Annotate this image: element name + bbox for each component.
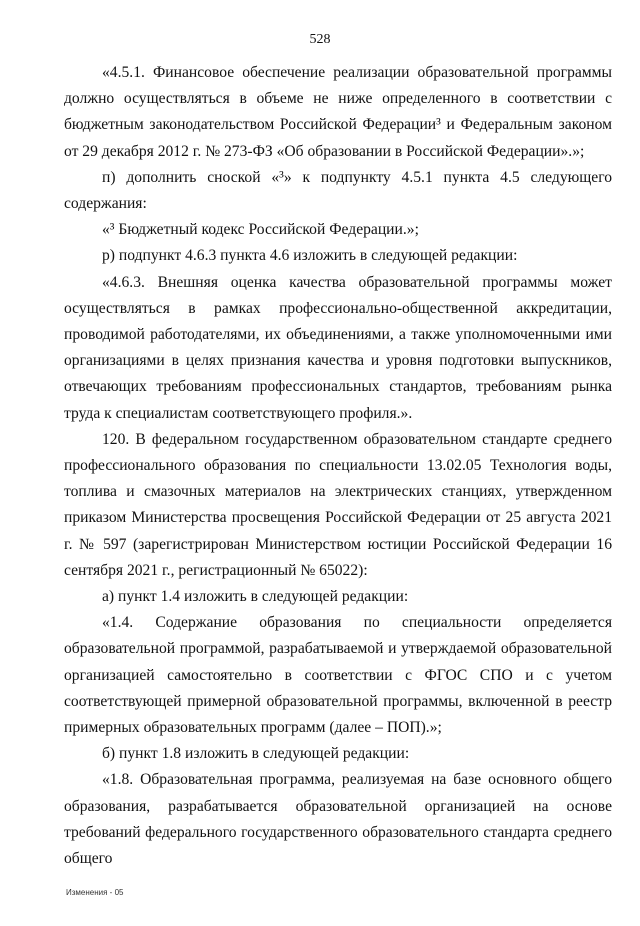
footer-label: Изменения - 05 — [66, 888, 124, 897]
paragraph-4-5-1: «4.5.1. Финансовое обеспечение реализации образовательной программы должно осуществляться в объеме не ниже определенного в соответствии с бюджетным законодательством Российской Федерации³ и Федеральным законом от 29 декабря 2012 г. № 273-ФЗ «Об образовании в Российской Федерации».»; — [64, 64, 612, 160]
paragraph-1-8: «1.8. Образовательная программа, реализуемая на базе основного общего образования, разрабатывается образовательной организацией на основе требований федерального государственного образовательного стандарта среднего общего — [64, 771, 612, 868]
document-body — [64, 60, 612, 872]
paragraph-item-b: б) пункт 1.8 изложить в следующей редакции: — [102, 745, 410, 763]
paragraph-4-6-3: «4.6.3. Внешняя оценка качества образовательной программы может осуществляться в рамках профессионально-общественной аккредитации, проводимой работодателями, их объединениями, а также уполномоченными ими организациями в целях признания качества и уровня подготовки выпускников, отвечающих требованиям профессиональных стандартов, требованиям рынка труда к специалистам соответствующего профиля.». — [64, 273, 612, 422]
paragraph-1-4: «1.4. Содержание образования по специальности определяется образовательной программой, разрабатываемой и утверждаемой образовательной организацией самостоятельно в соответствии с ФГОС СПО и с учетом соответствующей примерной образовательной программы, включенной в реестр примерных образовательных программ (далее – ПОП).»; — [64, 614, 612, 737]
paragraph-item-a: а) пункт 1.4 изложить в следующей редакции: — [102, 588, 409, 606]
paragraph-item-r: р) подпункт 4.6.3 пункта 4.6 изложить в следующей редакции: — [102, 247, 518, 265]
paragraph-footnote-3: «³ Бюджетный кодекс Российской Федерации.»; — [102, 221, 419, 239]
paragraph-120: 120. В федеральном государственном образовательном стандарте среднего профессионального образования по специальности 13.02.05 Технология воды, топлива и смазочных материалов на электрических станциях, утвержденном приказом Министерства просвещения Российской Федерации от 25 августа 2021 г. № 597 (зарегистрирован Министерством юстиции Российской Федерации 16 сентября 2021 г., регистрационный № 65022): — [64, 430, 612, 579]
page-number: 528 — [309, 32, 331, 47]
paragraph-item-p: п) дополнить сноской «³» к подпункту 4.5.1 пункта 4.5 следующего содержания: — [64, 168, 612, 213]
